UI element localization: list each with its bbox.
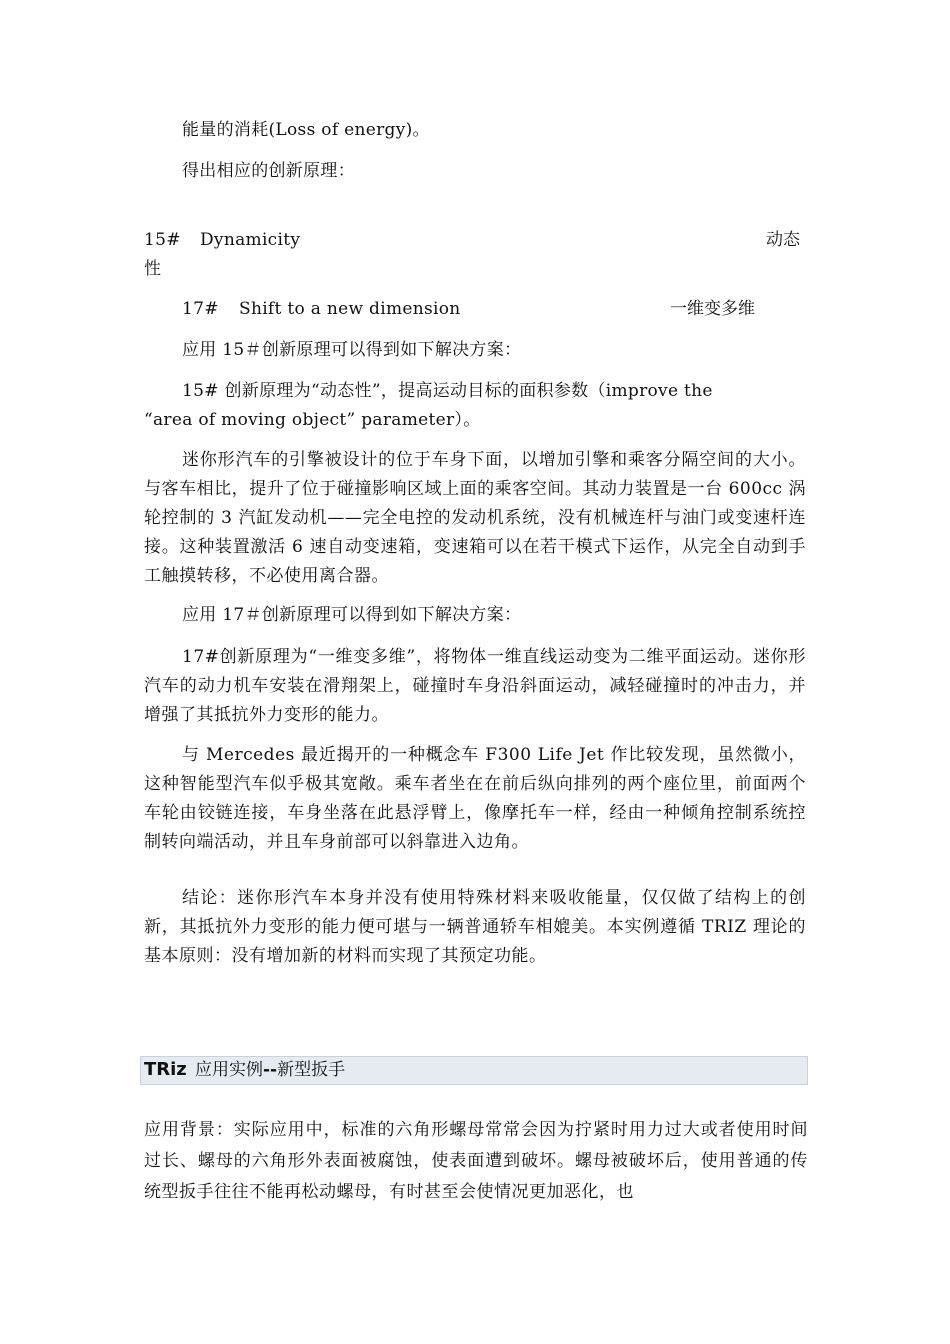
principle-15-chinese-part2: 性 bbox=[144, 259, 162, 279]
background-paragraph: 应用背景：实际应用中，标准的六角形螺母常常会因为拧紧时用力过大或者使用时间过长、螺母的六角形外表面被腐蚀，使表面遭到破坏。螺母被破坏后，使用普通的传统型扳手往往不能再松动螺母，有时甚至会使情况更加恶化，也 bbox=[144, 1120, 808, 1202]
apply-17-line: 应用 17＃创新原理可以得到如下解决方案： bbox=[182, 605, 522, 625]
heading-brand: TRiz bbox=[144, 1059, 187, 1080]
principle-17-chinese: 一维变多维 bbox=[670, 299, 755, 319]
principle-17-paragraph: 17#创新原理为“一维变多维”，将物体一维直线运动变为二维平面运动。迷你形汽车的动力机车安装在滑翔架上，碰撞时车身沿斜面运动，减轻碰撞时的冲击力，并增强了其抵抗外力变形的能力。 bbox=[144, 647, 806, 725]
principle-15-chinese-part1: 动态 bbox=[766, 230, 800, 250]
derive-principles-line: 得出相应的创新原理： bbox=[182, 161, 355, 181]
section-heading-bar bbox=[140, 1056, 808, 1085]
mercedes-paragraph: 与 Mercedes 最近揭开的一种概念车 F300 Life Jet 作比较发现，虽然微小，这种智能型汽车似乎极其宽敞。乘车者坐在在前后纵向排列的两个座位里，前面两个车轮由铰链连接，车身坐落在此悬浮臂上，像摩托车一样，经由一种倾角控制系统控制转向端活动，并且车身前部可以斜靠进入边角。 bbox=[144, 745, 806, 852]
heading-title bbox=[195, 1058, 345, 1082]
heading-title-part2: 新型扳手 bbox=[277, 1060, 346, 1080]
principle-15-name: Dynamicity bbox=[200, 230, 301, 250]
conclusion-paragraph: 结论：迷你形汽车本身并没有使用特殊材料来吸收能量，仅仅做了结构上的创新，其抵抗外力变形的能力便可堪与一辆普通轿车相媲美。本实例遵循 TRIZ 理论的基本原则：没有增加新的材料而实现了其预定功能。 bbox=[144, 888, 806, 966]
principle-15-number: 15# bbox=[144, 230, 181, 250]
principle-15-desc-line2: “area of moving object” parameter）。 bbox=[144, 410, 481, 430]
principle-17-number: 17# bbox=[182, 299, 219, 319]
principle-17-name: Shift to a new dimension bbox=[239, 299, 461, 319]
principle-15-desc-line1: 15# 创新原理为“动态性”，提高运动目标的面积参数（improve the bbox=[182, 381, 713, 401]
engine-paragraph: 迷你形汽车的引擎被设计的位于车身下面，以增加引擎和乘客分隔空间的大小。与客车相比，提升了位于碰撞影响区域上面的乘客空间。其动力装置是一台 600cc 涡轮控制的 3 汽缸发动机——完全电控的发动机系统，没有机械连杆与油门或变速杆连接。这种装置激活 6 速自动变速箱，变速箱可以在若干模式下运作，从完全自动到手工触摸转移，不必使用离合器。 bbox=[144, 450, 806, 586]
heading-title-dash: -- bbox=[263, 1060, 278, 1080]
heading-title-part1: 应用实例 bbox=[195, 1060, 263, 1080]
apply-15-line: 应用 15＃创新原理可以得到如下解决方案： bbox=[182, 340, 522, 360]
loss-of-energy-line: 能量的消耗(Loss of energy)。 bbox=[182, 120, 430, 140]
